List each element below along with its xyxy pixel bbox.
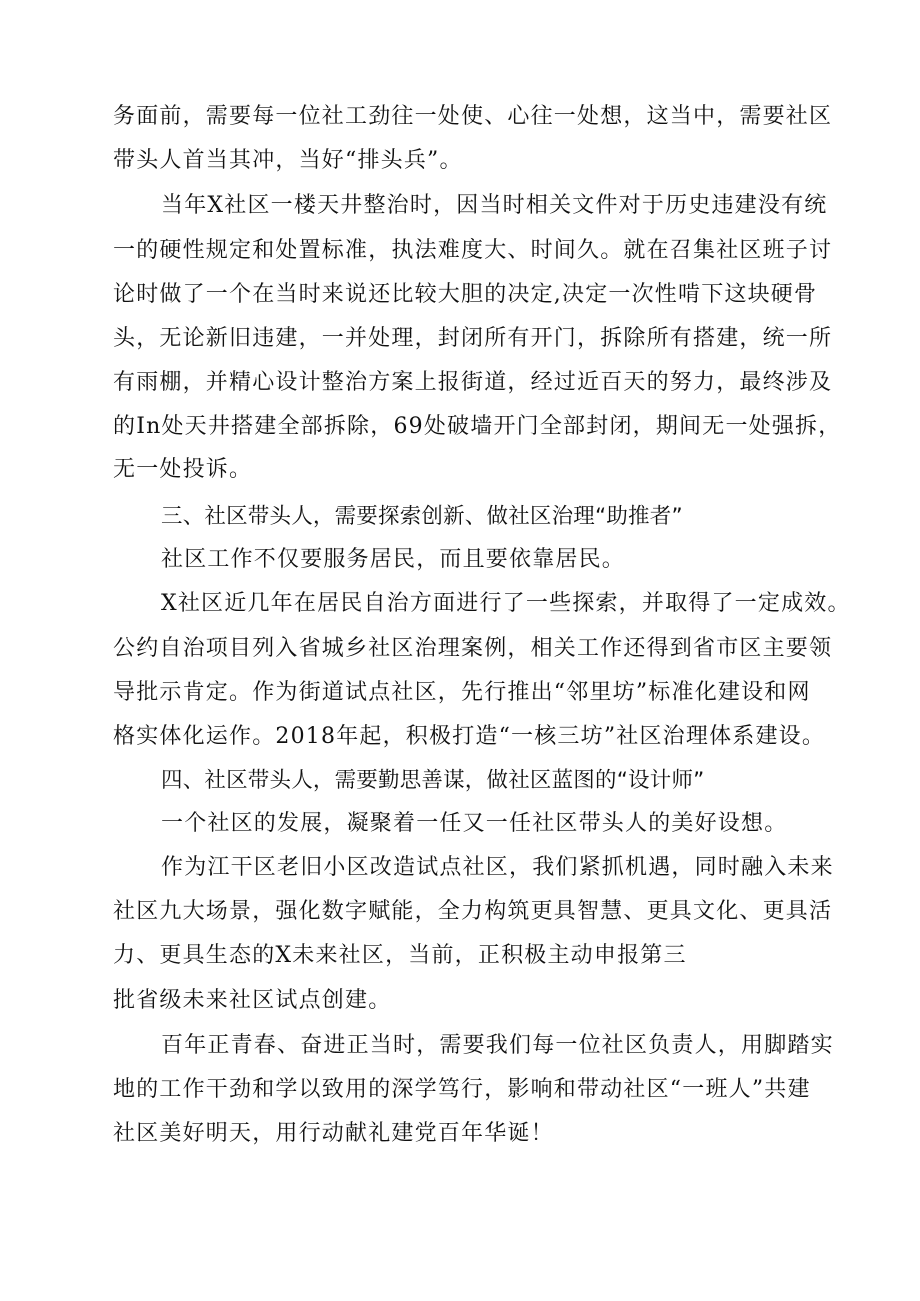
body-text-line: 批省级未来社区试点创建。 <box>113 988 392 1013</box>
body-text-line: 一的硬性规定和处置标准，执法难度大、时间久。就在召集社区班子讨 <box>113 238 833 263</box>
paragraph-first-line: 当年X社区一楼天井整治时，因当时相关文件对于历史违建没有统 <box>161 193 828 218</box>
body-text-line: 社区美好明天，用行动献礼建党百年华诞！ <box>113 1121 554 1146</box>
body-text-line: 地的工作干劲和学以致用的深学笃行，影响和带动社区“一班人”共建 <box>113 1077 811 1102</box>
body-text-line: 导批示肯定。作为街道试点社区，先行推出“邻里坊”标准化建设和网 <box>113 680 811 705</box>
section-heading: 三、社区带头人，需要探索创新、做社区治理“助推者” <box>161 504 683 529</box>
body-text-line: 有雨棚，并精心设计整治方案上报街道，经过近百天的努力，最终涉及 <box>113 370 833 395</box>
section-heading: 四、社区带头人，需要勤思善谋，做社区蓝图的“设计师” <box>161 768 705 793</box>
body-text-line: 务面前，需要每一位社工劲往一处使、心往一处想，这当中，需要社区 <box>113 104 833 129</box>
paragraph-first-line: X社区近几年在居民自治方面进行了一些探索，并取得了一定成效。 <box>161 591 851 616</box>
body-text-line: 头，无论新旧违建，一并处理，封闭所有开门，拆除所有搭建，统一所 <box>113 326 833 351</box>
paragraph-first-line: 百年正青春、奋进正当时，需要我们每一位社区负责人，用脚踏实 <box>161 1033 834 1058</box>
body-text-line: 格实体化运作。2018年起，积极打造“一核三坊”社区治理体系建设。 <box>113 724 826 749</box>
body-text-line: 无一处投诉。 <box>113 457 253 482</box>
body-text-line: 社区九大场景，强化数字赋能，全力构筑更具智慧、更具文化、更具活 <box>113 899 833 924</box>
body-text-line: 带头人首当其冲，当好“排头兵”。 <box>113 148 463 173</box>
paragraph-first-line: 作为江干区老旧小区改造试点社区，我们紧抓机遇，同时融入未来 <box>161 855 834 880</box>
paragraph-first-line: 一个社区的发展，凝聚着一任又一任社区带头人的美好设想。 <box>161 811 788 836</box>
body-text-line: 力、更具生态的X未来社区，当前，正积极主动申报第三 <box>113 943 687 968</box>
body-text-line: 论时做了一个在当时来说还比较大胆的决定,决定一次性啃下这块硬骨 <box>113 282 818 307</box>
body-text-line: 的In处天井搭建全部拆除，69处破墙开门全部封闭，期间无一处强拆， <box>113 414 842 439</box>
body-text-line: 公约自治项目列入省城乡社区治理案例，相关工作还得到省市区主要领 <box>113 636 833 661</box>
paragraph-first-line: 社区工作不仅要服务居民，而且要依靠居民。 <box>161 547 626 572</box>
